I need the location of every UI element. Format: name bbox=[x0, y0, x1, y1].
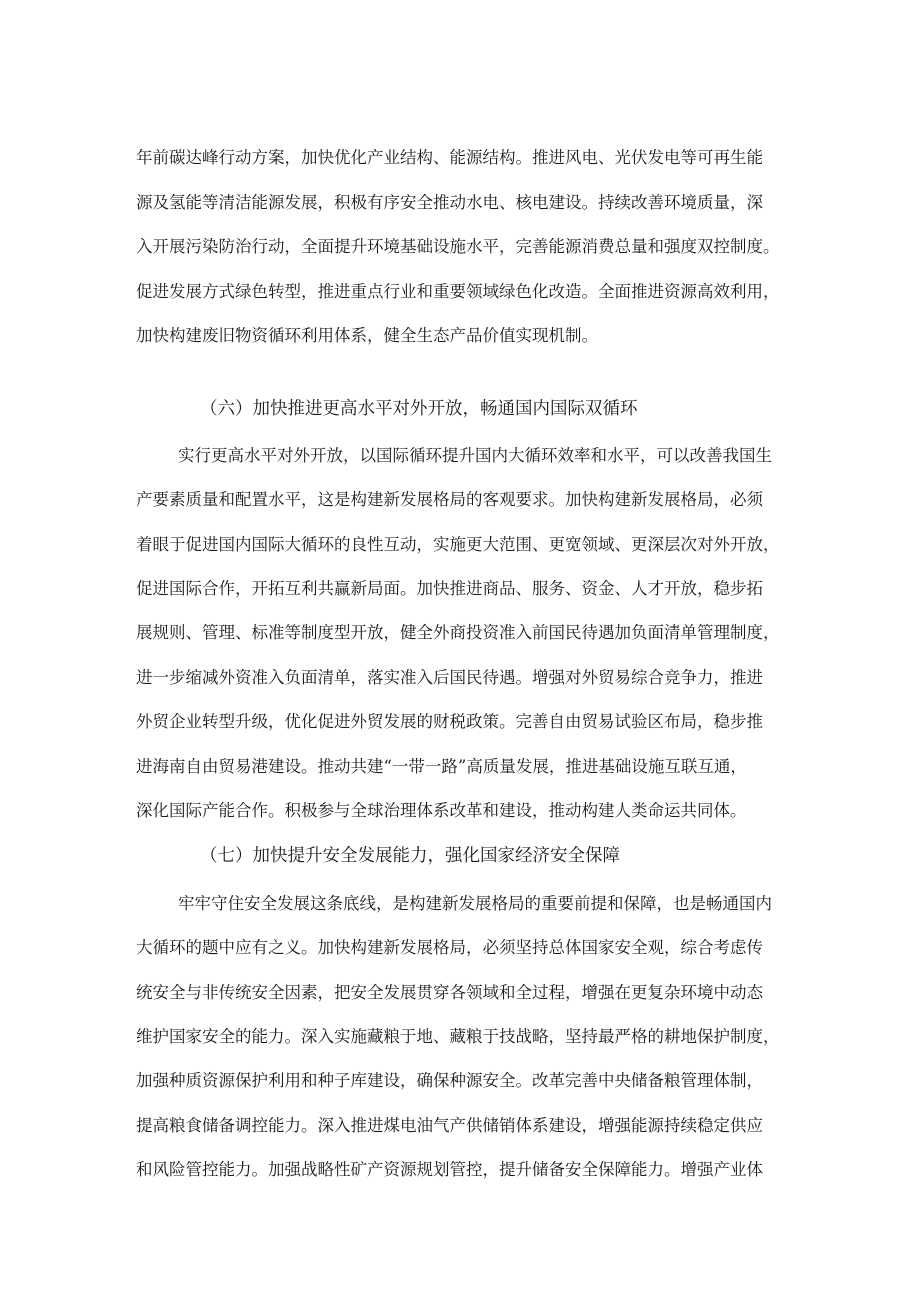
paragraph-line: 年前碳达峰行动方案，加快优化产业结构、能源结构。推进风电、光伏发电等可再生能 bbox=[136, 148, 763, 167]
paragraph-line: 深化国际产能合作。积极参与全球治理体系改革和建设，推动构建人类命运共同体。 bbox=[136, 801, 747, 820]
paragraph-line: 入开展污染防治行动，全面提升环境基础设施水平，完善能源消费总量和强度双控制度。 bbox=[136, 237, 780, 256]
paragraph-line: 促进发展方式绿色转型，推进重点行业和重要领域绿色化改造。全面推进资源高效利用， bbox=[136, 282, 780, 301]
section-heading: （六）加快推进更高水平对外开放，畅通国内国际双循环 bbox=[200, 399, 638, 419]
paragraph-line: 外贸企业转型升级，优化促进外贸发展的财税政策。完善自由贸易试验区布局，稳步推 bbox=[136, 712, 763, 731]
paragraph-line: 提高粮食储备调控能力。深入推进煤电油气产供储销体系建设，增强能源持续稳定供应 bbox=[136, 1116, 763, 1135]
paragraph-line: 进一步缩减外资准入负面清单，落实准入后国民待遇。增强对外贸易综合竞争力，推进 bbox=[136, 668, 763, 687]
paragraph-line: 牢牢守住安全发展这条底线，是构建新发展格局的重要前提和保障，也是畅通国内 bbox=[178, 894, 772, 913]
paragraph-line: 加快构建废旧物资循环利用体系，健全生态产品价值实现机制。 bbox=[136, 326, 598, 345]
paragraph-line: 统安全与非传统安全因素，把安全发展贯穿各领域和全过程，增强在更复杂环境中动态 bbox=[136, 983, 763, 1002]
paragraph-line: 和风险管控能力。加强战略性矿产资源规划管控，提升储备安全保障能力。增强产业体 bbox=[136, 1160, 763, 1179]
paragraph-line: 源及氢能等清洁能源发展，积极有序安全推动水电、核电建设。持续改善环境质量，深 bbox=[136, 193, 763, 212]
section-heading: （七）加快提升安全发展能力，强化国家经济安全保障 bbox=[200, 846, 620, 866]
paragraph-line: 大循环的题中应有之义。加快构建新发展格局，必须坚持总体国家安全观，综合考虑传 bbox=[136, 938, 763, 957]
paragraph-line: 产要素质量和配置水平，这是构建新发展格局的客观要求。加快构建新发展格局，必须 bbox=[136, 490, 763, 509]
paragraph-line: 加强种质资源保护利用和种子库建设，确保种源安全。改革完善中央储备粮管理体制， bbox=[136, 1071, 763, 1090]
paragraph-line: 实行更高水平对外开放，以国际循环提升国内大循环效率和水平，可以改善我国生 bbox=[178, 446, 772, 465]
paragraph-line: 促进国际合作，开拓互利共赢新局面。加快推进商品、服务、资金、人才开放，稳步拓 bbox=[136, 579, 763, 598]
paragraph-line: 进海南自由贸易港建设。推动共建“一带一路”高质量发展，推进基础设施互联互通， bbox=[136, 757, 747, 776]
paragraph-line: 维护国家安全的能力。深入实施藏粮于地、藏粮于技战略，坚持最严格的耕地保护制度， bbox=[136, 1027, 780, 1046]
paragraph-line: 展规则、管理、标准等制度型开放，健全外商投资准入前国民待遇加负面清单管理制度， bbox=[136, 623, 780, 642]
paragraph-line: 着眼于促进国内国际大循环的良性互动，实施更大范围、更宽领域、更深层次对外开放， bbox=[136, 535, 780, 554]
